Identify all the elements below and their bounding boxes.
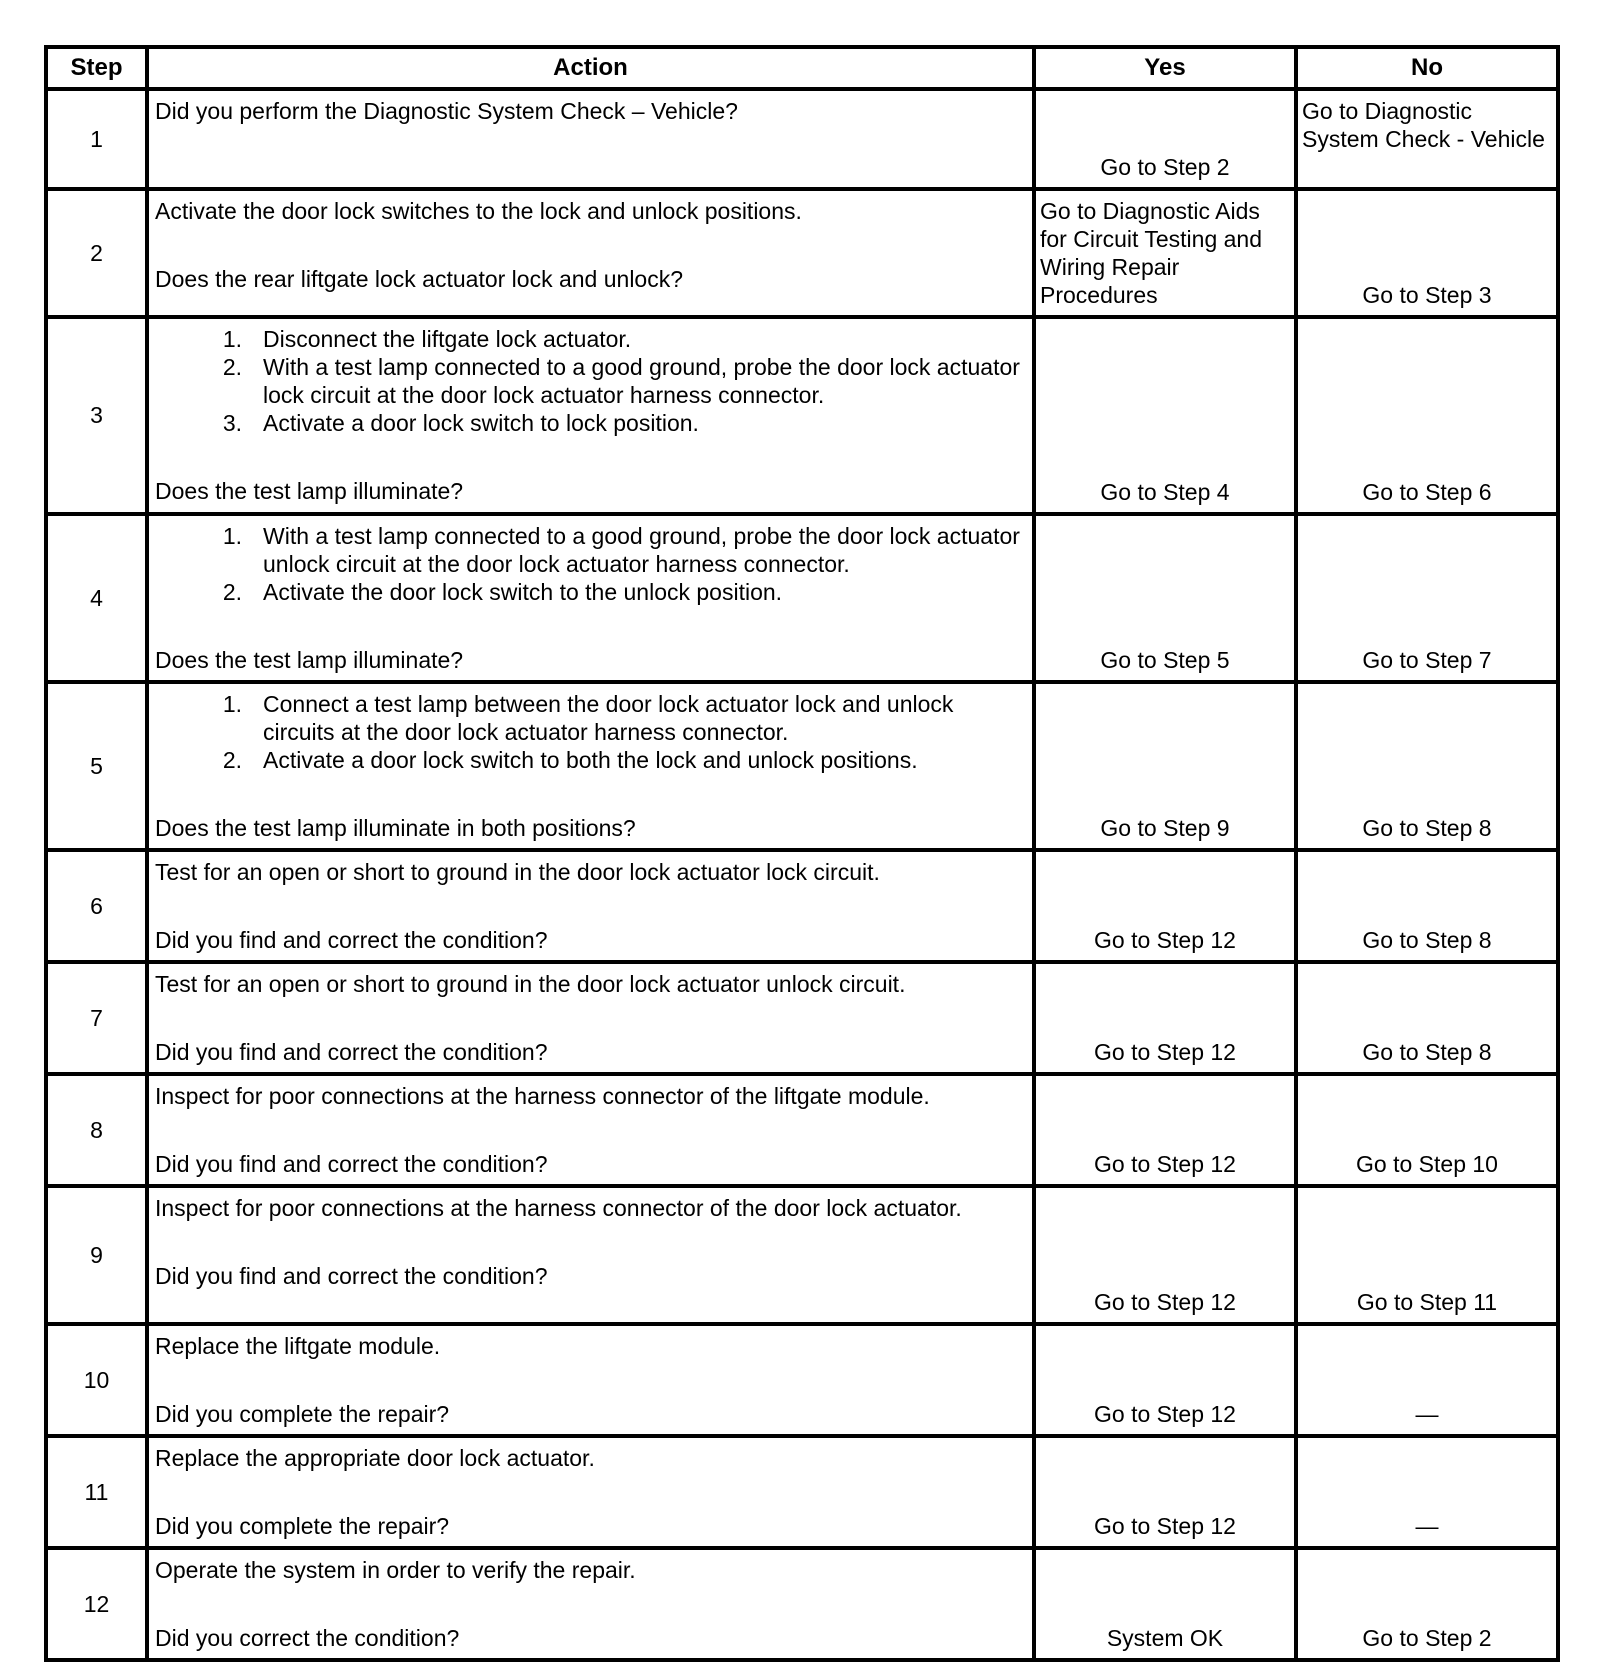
action-steps-list [155,690,1026,774]
table-row [46,962,1558,1074]
yes-cell: Go to Step 12 [1034,1186,1296,1324]
table-row [46,514,1558,682]
yes-cell: Go to Step 9 [1034,682,1296,850]
action-text: Operate the system in order to verify the repair. [155,1557,636,1583]
step-number: 10 [46,1324,147,1436]
no-cell: Go to Step 8 [1296,850,1558,962]
table-row [46,1074,1558,1186]
list-text: Disconnect the liftgate lock actuator. [263,326,632,352]
list-item [155,746,1026,774]
step-number: 1 [46,89,147,189]
action-question: Does the test lamp illuminate? [155,647,464,673]
action-question: Did you complete the repair? [155,1513,450,1539]
list-text: With a test lamp connected to a good ground, probe the door lock actuator lock circuit at the door lock actuator harness connector. [263,354,1020,408]
table-row [46,1324,1558,1436]
yes-cell: Go to Step 12 [1034,1436,1296,1548]
list-number: 2 . [155,353,252,409]
action-cell [147,682,1034,850]
action-question: Did you complete the repair? [155,1401,450,1427]
list-item [155,353,1026,409]
yes-cell: Go to Step 4 [1034,317,1296,514]
action-question: Did you correct the condition? [155,1625,460,1651]
action-cell [147,89,1034,189]
step-number: 9 [46,1186,147,1324]
header-yes: Yes [1034,47,1296,89]
step-number: 4 [46,514,147,682]
action-steps-list [155,325,1026,437]
yes-cell: Go to Diagnostic Aids for Circuit Testing and Wiring Repair Procedures [1034,189,1296,317]
action-text: Replace the appropriate door lock actuator. [155,1445,595,1471]
action-cell [147,1436,1034,1548]
list-number: 3 . [155,409,252,437]
action-question: Does the test lamp illuminate? [155,478,464,504]
table-row [46,317,1558,514]
step-number: 3 [46,317,147,514]
action-cell [147,514,1034,682]
action-question: Does the rear liftgate lock actuator lock and unlock? [155,266,684,292]
action-text: Test for an open or short to ground in the door lock actuator lock circuit. [155,859,880,885]
action-cell [147,317,1034,514]
list-number: 1 . [155,690,252,746]
step-number: 6 [46,850,147,962]
action-text: Did you perform the Diagnostic System Check – Vehicle? [155,98,738,124]
action-question: Did you find and correct the condition? [155,1039,548,1065]
action-cell [147,189,1034,317]
header-no: No [1296,47,1558,89]
yes-cell: System OK [1034,1548,1296,1660]
list-text: Connect a test lamp between the door lock actuator lock and unlock circuits at the door lock actuator harness connector. [263,691,954,745]
list-item [155,690,1026,746]
no-cell: Go to Step 6 [1296,317,1558,514]
list-text: Activate a door lock switch to lock position. [263,410,699,436]
list-number: 2 . [155,578,252,606]
action-text: Activate the door lock switches to the lock and unlock positions. [155,198,802,224]
table-row [46,682,1558,850]
action-cell [147,1324,1034,1436]
list-item [155,522,1026,578]
list-number: 1 . [155,522,252,578]
list-text: Activate a door lock switch to both the lock and unlock positions. [263,747,918,773]
table-row [46,850,1558,962]
yes-cell: Go to Step 12 [1034,850,1296,962]
action-cell [147,1074,1034,1186]
action-cell [147,1548,1034,1660]
header-action: Action [147,47,1034,89]
list-number: 2 . [155,746,252,774]
action-steps-list [155,522,1026,606]
list-text: Activate the door lock switch to the unlock position. [263,579,783,605]
step-number: 2 [46,189,147,317]
action-text: Inspect for poor connections at the harness connector of the liftgate module. [155,1083,930,1109]
yes-cell: Go to Step 12 [1034,1324,1296,1436]
yes-cell: Go to Step 2 [1034,89,1296,189]
no-cell: Go to Step 11 [1296,1186,1558,1324]
no-cell: Go to Diagnostic System Check - Vehicle [1296,89,1558,189]
no-cell: Go to Step 7 [1296,514,1558,682]
action-text: Inspect for poor connections at the harness connector of the door lock actuator. [155,1195,962,1221]
no-cell: Go to Step 2 [1296,1548,1558,1660]
action-cell [147,962,1034,1074]
table-row [46,89,1558,189]
table-row [46,1548,1558,1660]
yes-cell: Go to Step 12 [1034,962,1296,1074]
no-cell: — [1296,1436,1558,1548]
list-item [155,578,1026,606]
action-question: Did you find and correct the condition? [155,927,548,953]
no-cell: Go to Step 10 [1296,1074,1558,1186]
list-text: With a test lamp connected to a good ground, probe the door lock actuator unlock circuit at the door lock actuator harness connector. [263,523,1020,577]
step-number: 11 [46,1436,147,1548]
action-cell [147,1186,1034,1324]
list-item [155,325,1026,353]
action-cell [147,850,1034,962]
action-text: Replace the liftgate module. [155,1333,441,1359]
yes-cell: Go to Step 5 [1034,514,1296,682]
list-item [155,409,1026,437]
diagnostic-table [44,45,1560,1662]
table-row [46,1436,1558,1548]
action-text: Test for an open or short to ground in the door lock actuator unlock circuit. [155,971,906,997]
step-number: 8 [46,1074,147,1186]
no-cell: — [1296,1324,1558,1436]
no-cell: Go to Step 8 [1296,962,1558,1074]
action-question: Did you find and correct the condition? [155,1151,548,1177]
table-row [46,1186,1558,1324]
no-cell: Go to Step 3 [1296,189,1558,317]
yes-cell: Go to Step 12 [1034,1074,1296,1186]
step-number: 12 [46,1548,147,1660]
no-cell: Go to Step 8 [1296,682,1558,850]
step-number: 7 [46,962,147,1074]
action-question: Did you find and correct the condition? [155,1263,548,1289]
header-step: Step [46,47,147,89]
step-number: 5 [46,682,147,850]
action-question: Does the test lamp illuminate in both positions? [155,815,636,841]
header-row [46,47,1558,89]
list-number: 1 . [155,325,252,353]
table-row [46,189,1558,317]
